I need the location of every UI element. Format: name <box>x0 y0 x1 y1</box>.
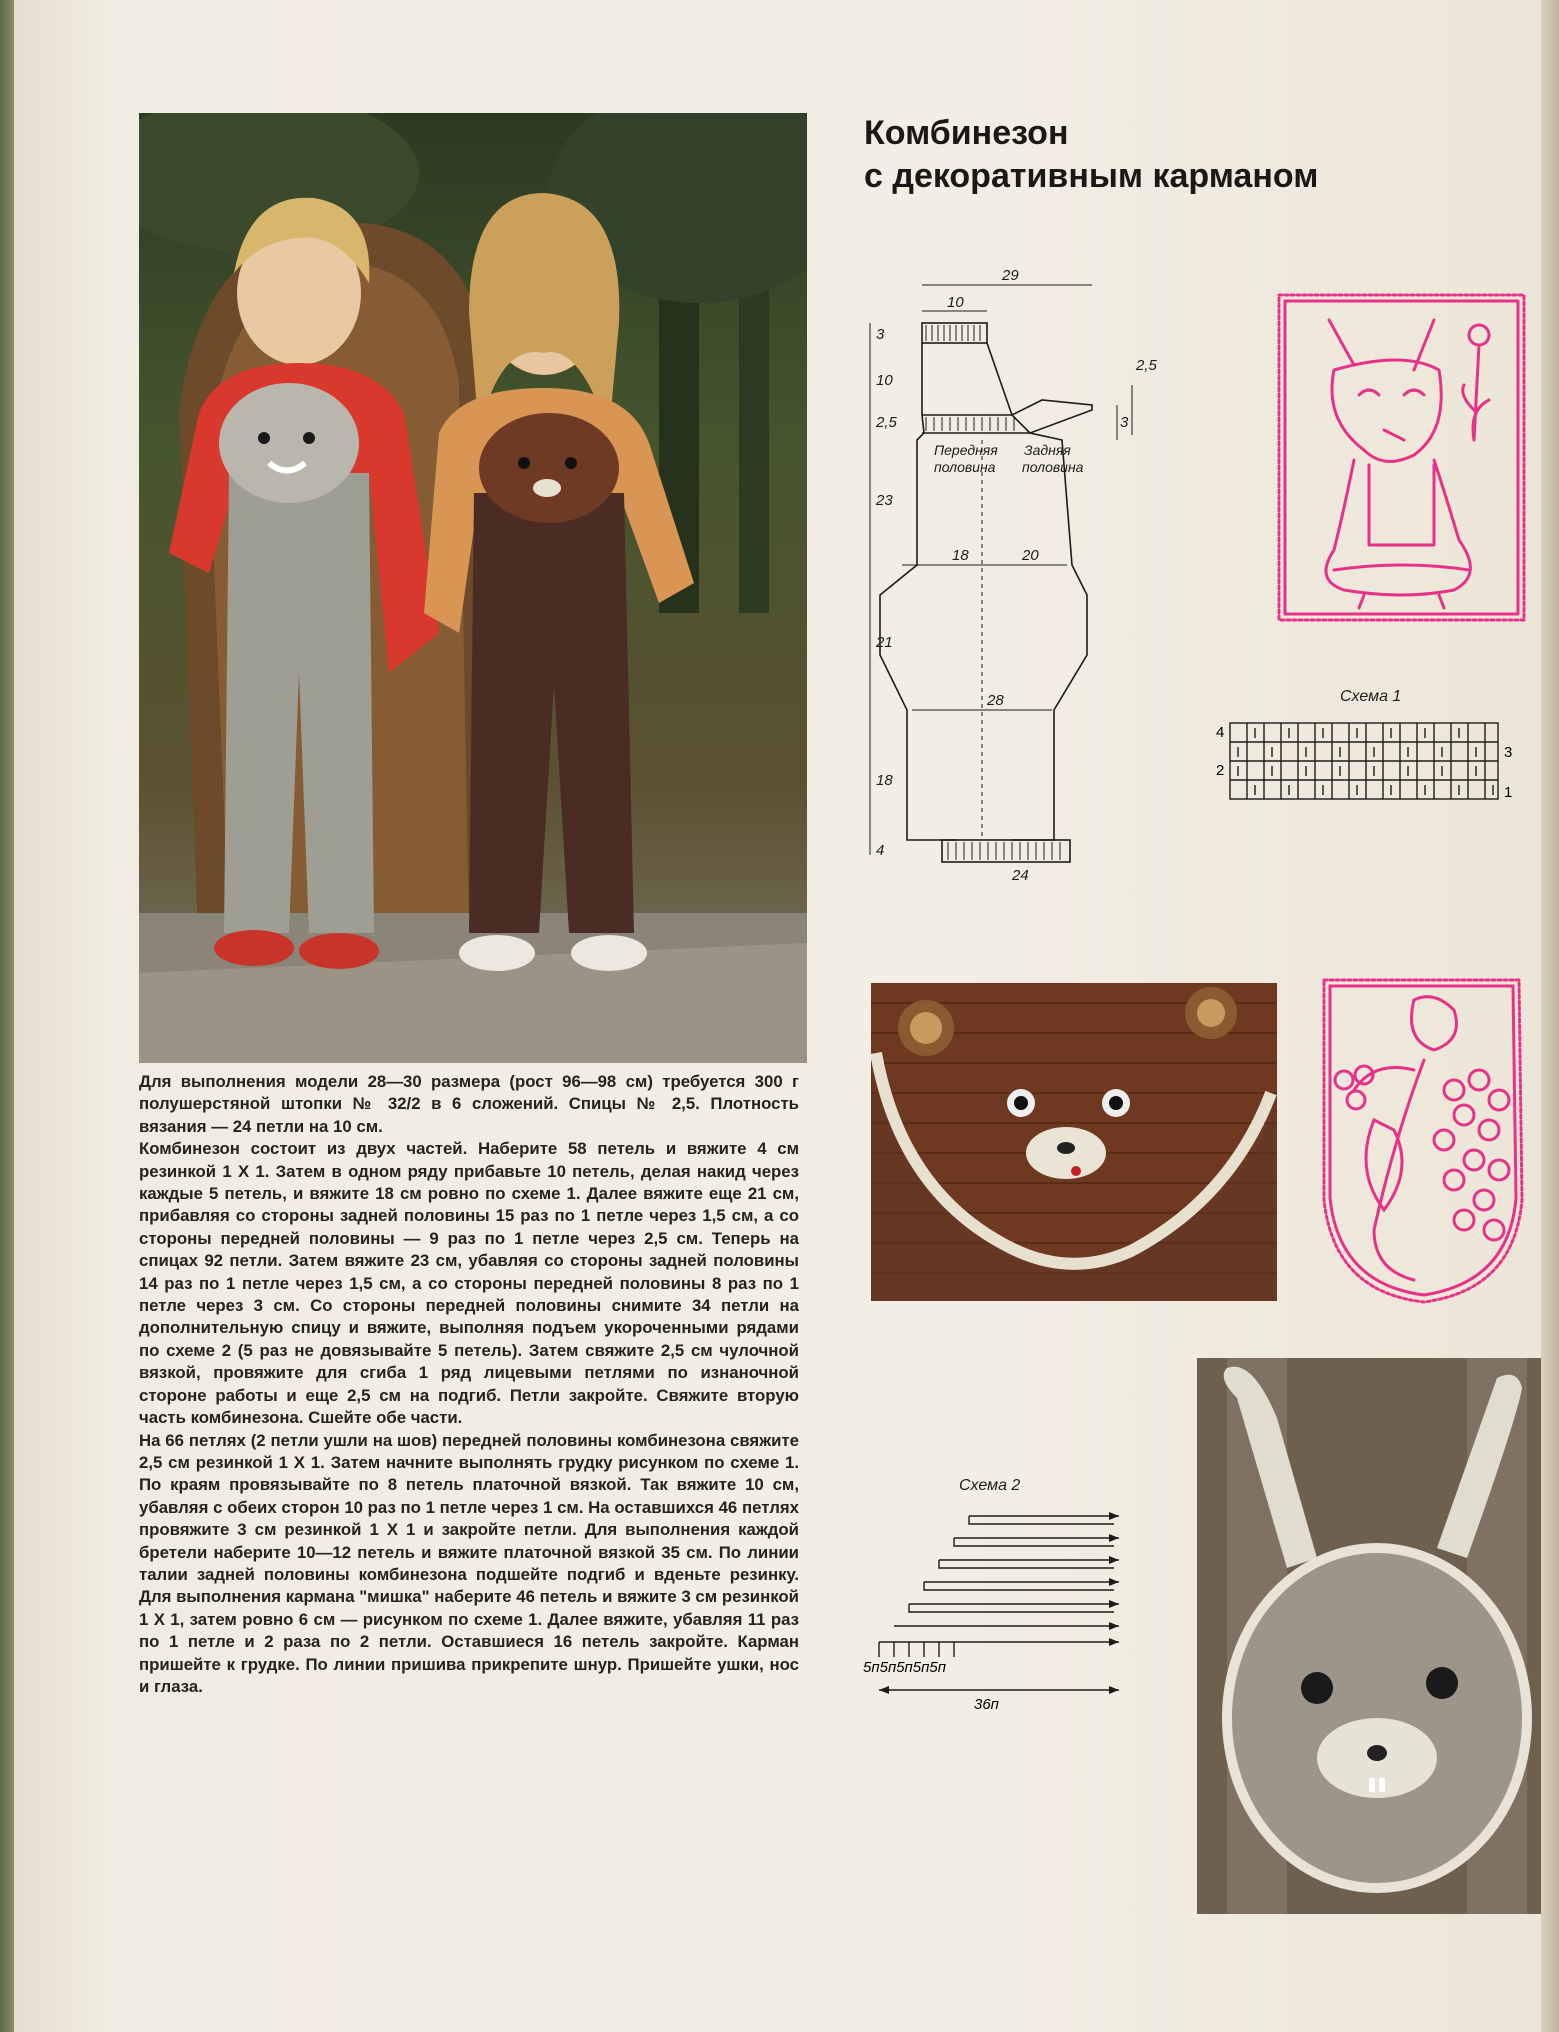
schema2-chart <box>859 1502 1129 1712</box>
instructions-paragraph-2: Комбинезон состоит из двух частей. Наберите 58 петель и вяжите 4 см резинкой 1 Х 1. Затем в одном ряду прибавьте 10 петель, делая накид через каждые 5 петель, и вяжите 18 см ровно по схеме 1. Далее вяжите еще 21 см, прибавляя со стороны задней половины 15 раз по 1 петле через 1,5 см, а со стороны передней половины — 9 раз по 1 петле через 2,5 см. Теперь на спицах 92 петли. Затем вяжите 23 см, убавляя со стороны задней половины 14 раз по 1 петле через 1,5 см, а со стороны передней половины 8 раз по 1 петле через 3 см. Со стороны передней половины снимите 34 петли на дополнительную спицу и вяжите, выполняя подъем укороченными рядами по схеме 2 (5 раз не довязывайте 5 петель). Затем свяжите 2,5 см чулочной вязкой, провяжите для сгиба 1 ряд лицевыми петлями по изнаночной стороне работы и еще 2,5 см на подгиб. Петли закройте. Свяжите вторую часть комбинезона. Сшейте обе части. <box>139 1139 799 1428</box>
front-label-2: половина <box>934 459 996 475</box>
article-title-line2: с декоративным карманом <box>864 157 1319 195</box>
dim-left-small: 2,5 <box>876 414 897 431</box>
schema1-label: Схема 1 <box>1340 688 1402 705</box>
pattern-dimension-labels <box>875 267 1158 880</box>
page-binding-edge <box>0 0 14 2032</box>
main-photo-children <box>139 113 807 1063</box>
dim-hip-left: 18 <box>952 547 969 564</box>
dim-waist-to-hip: 23 <box>876 492 893 509</box>
schema1-row-3: 3 <box>1504 744 1513 761</box>
dim-leg-taper: 21 <box>876 634 893 651</box>
dim-bottom-width: 24 <box>1012 867 1029 880</box>
bear-pocket-photo <box>871 983 1277 1301</box>
instructions-paragraph-1: Для выполнения модели 28—30 размера (рост 96—98 см) требуется 300 г полушерстяной штопки № 32/2 в 6 сложений. Спицы № 2,5. Плотность вязания — 24 петли на 10 см. <box>139 1072 799 1136</box>
schema1-row-2: 2 <box>1216 762 1225 779</box>
dim-bottom-cuff: 4 <box>876 842 885 859</box>
schema2-total-label: 36п <box>974 1696 999 1712</box>
fox-embroidery-motif <box>1274 290 1529 625</box>
schema1-chart <box>1212 717 1532 817</box>
dim-cuff-height: 3 <box>876 326 885 343</box>
dim-upper-height: 10 <box>876 372 893 389</box>
dim-hip-right: 20 <box>1022 547 1039 564</box>
schema2-label: Схема 2 <box>959 1477 1021 1494</box>
instructions-text <box>139 1071 799 1698</box>
dim-lower-leg: 18 <box>876 772 893 789</box>
dim-right-b: 3 <box>1120 414 1129 431</box>
article-title-line1: Комбинезон <box>864 114 1069 152</box>
dim-knee-width: 28 <box>987 692 1004 709</box>
berries-embroidery-motif <box>1314 970 1532 1308</box>
instructions-paragraph-3: На 66 петлях (2 петли ушли на шов) передней половины комбинезона свяжите 2,5 см резинкой 1 Х 1. Затем начните выполнять грудку рисунком по схеме 1. По краям провязывайте по 8 петель платочной вязкой. Так вяжите 10 см, убавляя с обеих сторон 10 раз по 1 петле через 1 см. На оставшихся 46 петлях провяжите 3 см резинкой 1 Х 1 и закройте петли. Для выполнения каждой бретели наберите 10—12 петель и вяжите платочной вязкой 35 см. По линии талии задней половины комбинезона подшейте подгиб и вденьте резинку. Для выполнения кармана "мишка" наберите 46 петель и вяжите 3 см резинкой 1 Х 1, затем ровно 6 см — рисунком по схеме 1. Далее вяжите, убавляя 11 раз по 1 петле и 2 раза по 2 петли. Оставшиеся 16 петель закройте. Карман пришейте к грудке. По линии пришива прикрепите шнур. Пришейте ушки, нос и глаза. <box>139 1430 799 1696</box>
dim-top-width: 29 <box>1002 267 1019 284</box>
page-right-edge <box>1541 0 1559 2032</box>
back-label-2: половина <box>1022 459 1084 475</box>
hare-pocket-photo <box>1197 1358 1542 1914</box>
front-label-1: Передняя <box>934 442 998 458</box>
schema1-row-1: 1 <box>1504 784 1513 801</box>
schema1-row-4: 4 <box>1216 724 1225 741</box>
dim-right-a: 2,5 <box>1136 357 1157 374</box>
magazine-page <box>14 0 1544 2032</box>
back-label-1: Задняя <box>1024 442 1071 458</box>
dim-cuff-width: 10 <box>947 294 964 311</box>
schema2-step-labels: 5п5п5п5п5п <box>863 1659 946 1676</box>
main-photo-illustration <box>139 113 807 1063</box>
article-title <box>864 112 1464 198</box>
pattern-drawing <box>862 255 1182 880</box>
